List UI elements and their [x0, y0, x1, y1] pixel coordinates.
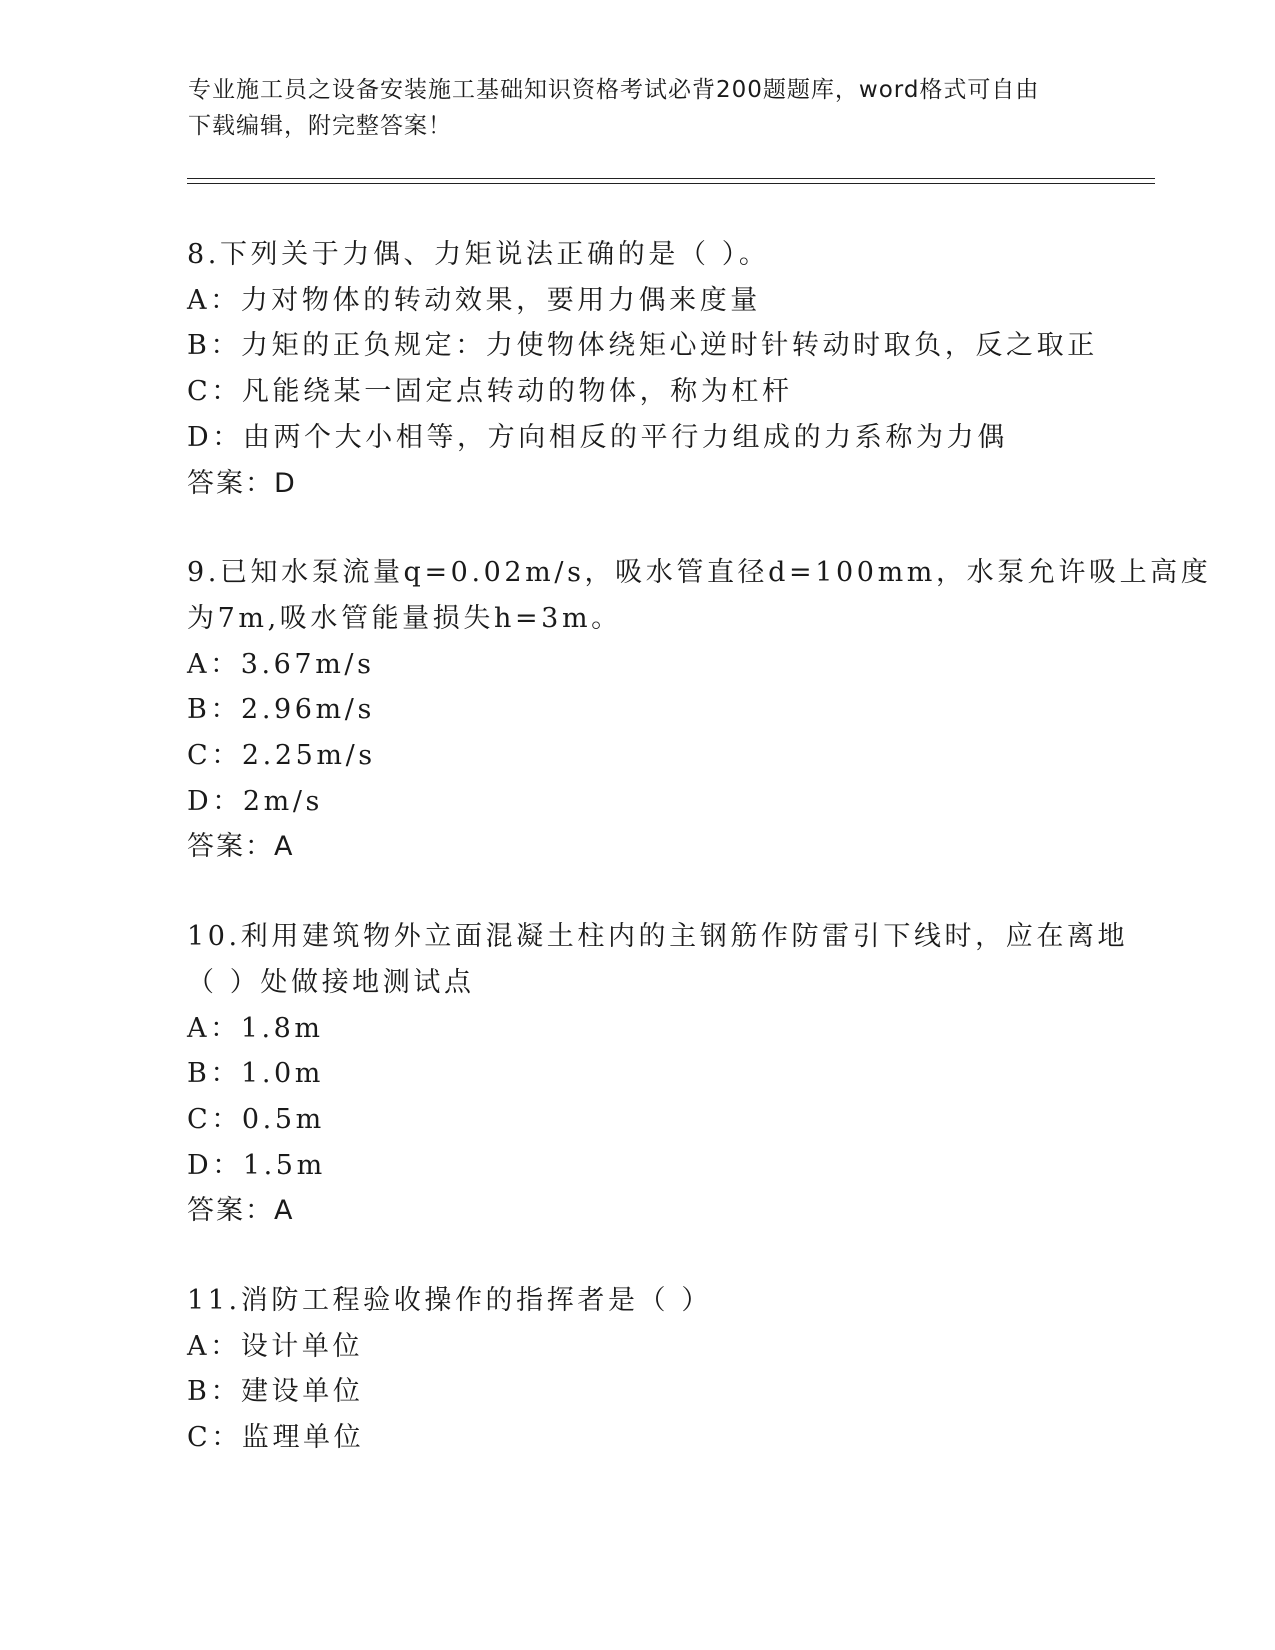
- question-option: A：3.67m/s: [187, 648, 375, 680]
- question-list: [187, 232, 1212, 1505]
- question-stem: 10.利用建筑物外立面混凝土柱内的主钢筋作防雷引下线时，应在离地: [187, 921, 1129, 953]
- question-option: B：1.0m: [187, 1058, 324, 1090]
- header-divider-top: [187, 178, 1155, 179]
- question-option: C：凡能绕某一固定点转动的物体，称为杠杆: [187, 376, 793, 408]
- question-option: A：1.8m: [187, 1012, 324, 1044]
- question-option: A：力对物体的转动效果，要用力偶来度量: [187, 284, 761, 316]
- question-block: [187, 914, 1129, 1234]
- question-stem: （ ）处做接地测试点: [187, 966, 475, 998]
- question-option: D：1.5m: [187, 1149, 326, 1181]
- header-line-2: 下载编辑，附完整答案！: [188, 113, 452, 139]
- document-header: [188, 72, 1068, 144]
- header-divider-bottom: [187, 183, 1155, 184]
- question-option: A：设计单位: [187, 1330, 364, 1362]
- question-stem: 9.已知水泵流量q=0.02m/s，吸水管直径d=100mm，水泵允许吸上高度: [187, 557, 1212, 589]
- question-stem: 11.消防工程验收操作的指挥者是（ ）: [187, 1285, 712, 1317]
- question-stem: 8.下列关于力偶、力矩说法正确的是（ ）。: [187, 239, 770, 270]
- question-option: C：0.5m: [187, 1103, 325, 1135]
- question-stem: 为7m,吸水管能量损失h=3m。: [187, 602, 622, 634]
- question-option: C：监理单位: [187, 1422, 365, 1454]
- question-answer: 答案：D: [187, 467, 297, 499]
- question-option: C：2.25m/s: [187, 740, 376, 772]
- question-block: [187, 232, 1098, 506]
- question-option: B：力矩的正负规定：力使物体绕矩心逆时针转动时取负，反之取正: [187, 330, 1098, 362]
- question-block: [187, 1278, 1087, 1461]
- question-block: [187, 550, 1212, 870]
- question-option: B：2.96m/s: [187, 694, 375, 726]
- question-option: D：2m/s: [187, 785, 323, 817]
- question-option: B：建设单位: [187, 1376, 364, 1408]
- question-answer: 答案：A: [187, 1195, 295, 1227]
- header-line-1: 专业施工员之设备安装施工基础知识资格考试必背200题题库，word格式可自由: [188, 77, 1040, 103]
- question-answer: 答案：A: [187, 831, 295, 863]
- question-option: D：由两个大小相等，方向相反的平行力组成的力系称为力偶: [187, 421, 1008, 453]
